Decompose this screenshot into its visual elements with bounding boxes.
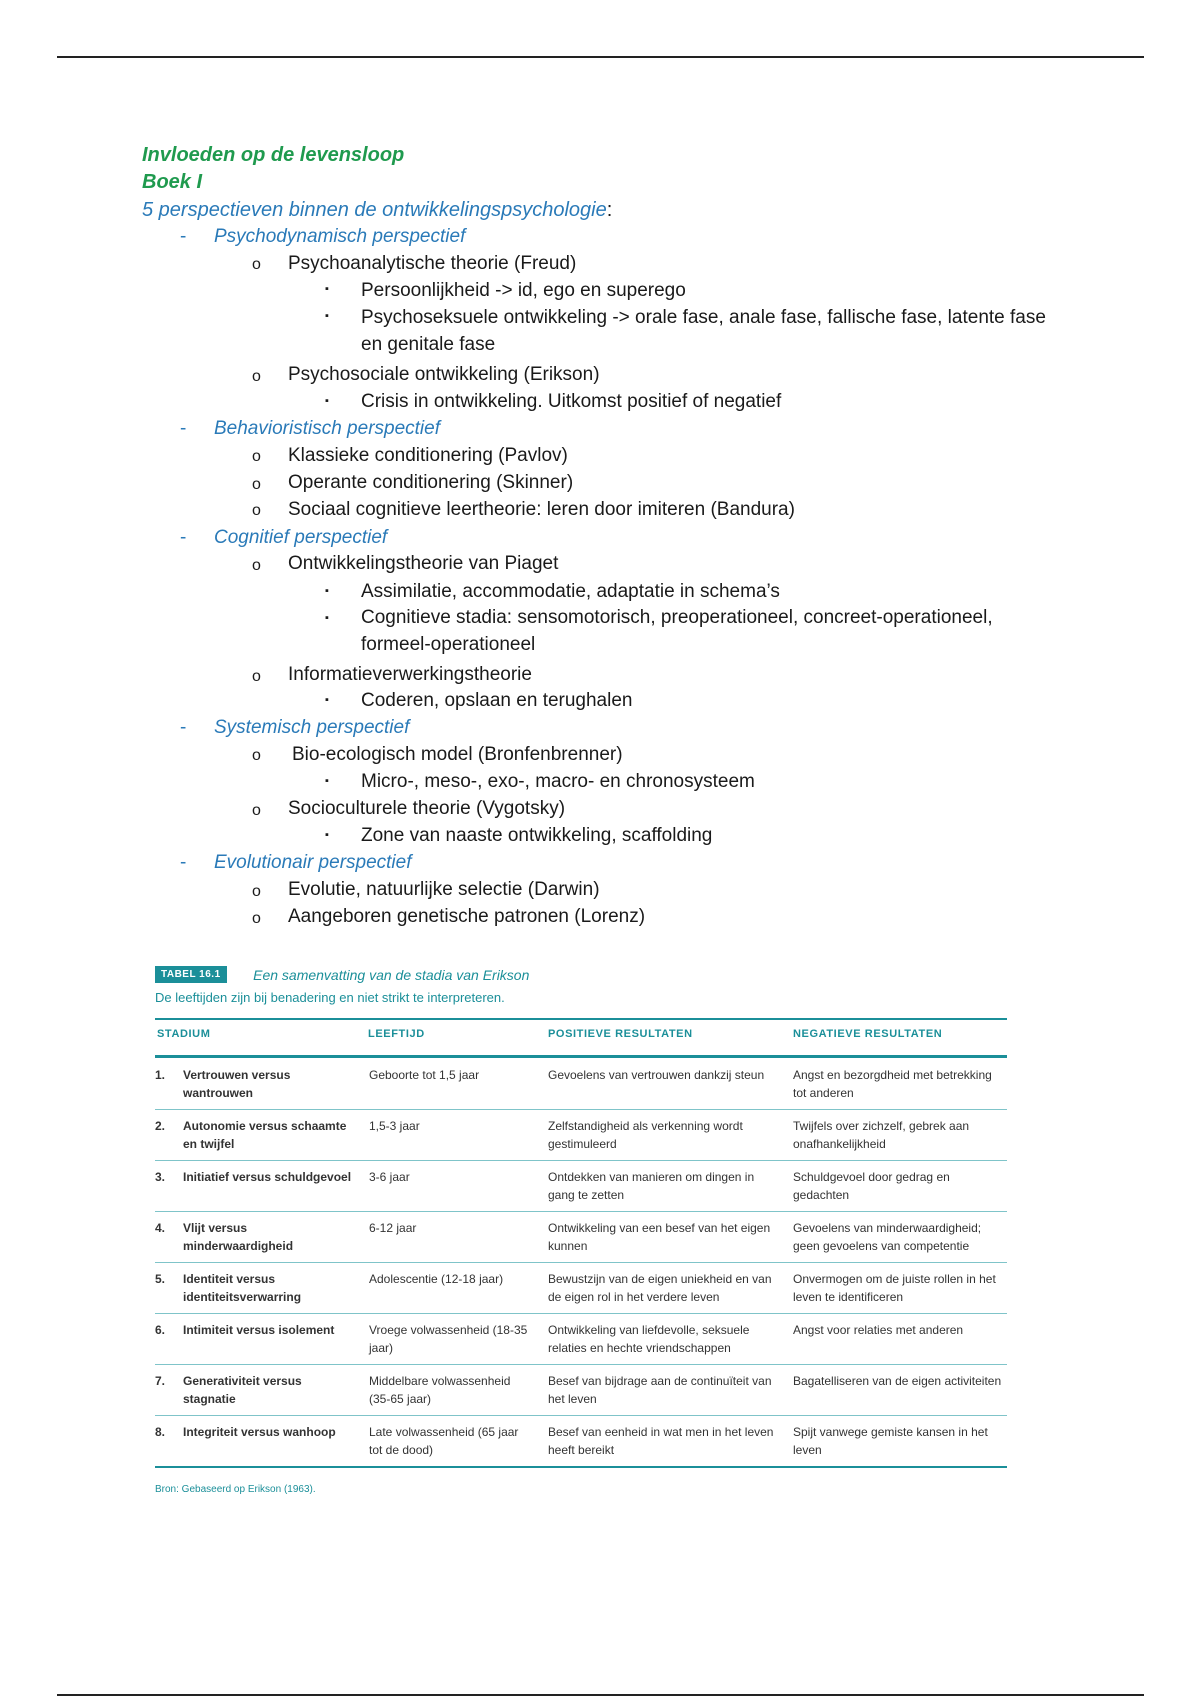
row-age: Adolescentie (12-18 jaar) bbox=[369, 1272, 504, 1286]
row-stadium: Autonomie versus schaamte en twijfel bbox=[183, 1119, 347, 1151]
top-rule bbox=[57, 56, 1144, 58]
table-row bbox=[155, 1160, 1007, 1212]
table-row bbox=[155, 1211, 1007, 1263]
square-bullet: ▪ bbox=[325, 694, 329, 706]
persp-cognitief: Cognitief perspectief bbox=[214, 527, 388, 548]
bottom-rule bbox=[57, 1694, 1144, 1696]
row-stadium: Intimiteit versus isolement bbox=[183, 1323, 335, 1337]
item-crisis: Crisis in ontwikkeling. Uitkomst positief of negatief bbox=[361, 391, 782, 412]
square-bullet: ▪ bbox=[325, 395, 329, 407]
dash-bullet: - bbox=[180, 418, 187, 439]
table-row bbox=[155, 1262, 1007, 1314]
dash-bullet: - bbox=[180, 527, 187, 548]
row-negative: Onvermogen om de juiste rollen in het leven te identificeren bbox=[793, 1272, 996, 1304]
item-bronfenbrenner: Bio-ecologisch model (Bronfenbrenner) bbox=[292, 744, 623, 765]
item-informatieverwerking: Informatieverwerkingstheorie bbox=[288, 664, 532, 685]
row-number: 6. bbox=[155, 1323, 166, 1337]
circle-bullet: o bbox=[252, 910, 261, 927]
row-stadium: Generativiteit versus stagnatie bbox=[183, 1374, 302, 1406]
row-age: Late volwassenheid (65 jaar tot de dood) bbox=[369, 1425, 519, 1457]
row-stadium: Vertrouwen versus wantrouwen bbox=[183, 1068, 291, 1100]
persp-systemisch: Systemisch perspectief bbox=[214, 717, 410, 738]
item-piaget: Ontwikkelingstheorie van Piaget bbox=[288, 553, 559, 574]
table-caption bbox=[155, 966, 529, 984]
table-row bbox=[155, 1364, 1007, 1416]
item-chronosysteem: Micro-, meso-, exo-, macro- en chronosysteem bbox=[361, 771, 755, 792]
circle-bullet: o bbox=[252, 668, 261, 685]
dash-bullet: - bbox=[180, 852, 187, 873]
col-header-negatief: NEGATIEVE RESULTATEN bbox=[793, 1028, 943, 1040]
item-persoonlijkheid: Persoonlijkheid -> id, ego en superego bbox=[361, 280, 686, 301]
row-number: 2. bbox=[155, 1119, 166, 1133]
table-row bbox=[155, 1415, 1007, 1468]
row-age: 3-6 jaar bbox=[369, 1170, 410, 1184]
table-source: Bron: Gebaseerd op Erikson (1963). bbox=[155, 1484, 316, 1495]
col-header-positief: POSITIEVE RESULTATEN bbox=[548, 1028, 693, 1040]
row-number: 7. bbox=[155, 1374, 166, 1388]
square-bullet: ▪ bbox=[325, 585, 329, 597]
item-scaffolding: Zone van naaste ontwikkeling, scaffolding bbox=[361, 825, 713, 846]
row-age: Vroege volwassenheid (18-35 jaar) bbox=[369, 1323, 528, 1355]
item-assimilatie: Assimilatie, accommodatie, adaptatie in schema’s bbox=[361, 581, 780, 602]
item-pavlov: Klassieke conditionering (Pavlov) bbox=[288, 445, 568, 466]
table-title: Een samenvatting van de stadia van Erikson bbox=[253, 966, 530, 983]
row-positive: Gevoelens van vertrouwen dankzij steun bbox=[548, 1068, 765, 1082]
row-positive: Besef van bijdrage aan de continuïteit van het leven bbox=[548, 1374, 772, 1406]
item-darwin: Evolutie, natuurlijke selectie (Darwin) bbox=[288, 879, 600, 900]
table-top-rule bbox=[155, 1018, 1007, 1020]
circle-bullet: o bbox=[252, 476, 261, 493]
square-bullet: ▪ bbox=[325, 775, 329, 787]
table-subtitle: De leeftijden zijn bij benadering en niet strikt te interpreteren. bbox=[155, 990, 505, 1005]
col-header-stadium: STADIUM bbox=[157, 1028, 211, 1040]
item-skinner: Operante conditionering (Skinner) bbox=[288, 472, 574, 493]
row-stadium: Integriteit versus wanhoop bbox=[183, 1425, 336, 1439]
row-number: 4. bbox=[155, 1221, 166, 1235]
item-bandura: Sociaal cognitieve leertheorie: leren door imiteren (Bandura) bbox=[288, 499, 795, 520]
persp-behavioristisch: Behavioristisch perspectief bbox=[214, 418, 440, 439]
dash-bullet: - bbox=[180, 717, 187, 738]
row-negative: Gevoelens van minderwaardigheid; geen gevoelens van competentie bbox=[793, 1221, 982, 1253]
row-age: Middelbare volwassenheid (35-65 jaar) bbox=[369, 1374, 511, 1406]
persp-psychodynamisch: Psychodynamisch perspectief bbox=[214, 226, 466, 247]
intro-colon: : bbox=[606, 199, 613, 221]
row-negative: Schuldgevoel door gedrag en gedachten bbox=[793, 1170, 950, 1202]
item-cognitieve-stadia: Cognitieve stadia: sensomotorisch, preoperationeel, concreet-operationeel, formeel-operationeel bbox=[361, 607, 993, 655]
square-bullet: ▪ bbox=[325, 829, 329, 841]
heading-levensloop: Invloeden op de levensloop bbox=[142, 144, 405, 166]
row-positive: Besef van eenheid in wat men in het leven heeft bereikt bbox=[548, 1425, 774, 1457]
row-number: 8. bbox=[155, 1425, 166, 1439]
row-positive: Bewustzijn van de eigen uniekheid en van de eigen rol in het verdere leven bbox=[548, 1272, 772, 1304]
row-positive: Zelfstandigheid als verkenning wordt gestimuleerd bbox=[548, 1119, 743, 1151]
circle-bullet: o bbox=[252, 883, 261, 900]
intro-text: 5 perspectieven binnen de ontwikkelingspsychologie bbox=[142, 199, 607, 221]
table-row bbox=[155, 1313, 1007, 1365]
row-negative: Angst en bezorgdheid met betrekking tot anderen bbox=[793, 1068, 992, 1100]
row-negative: Twijfels over zichzelf, gebrek aan onafhankelijkheid bbox=[793, 1119, 970, 1151]
row-negative: Angst voor relaties met anderen bbox=[793, 1323, 964, 1337]
table-row bbox=[155, 1109, 1007, 1161]
circle-bullet: o bbox=[252, 502, 261, 519]
table-tag: TABEL 16.1 bbox=[155, 966, 227, 983]
row-positive: Ontwikkeling van liefdevolle, seksuele relaties en hechte vriendschappen bbox=[548, 1323, 750, 1355]
circle-bullet: o bbox=[252, 557, 261, 574]
item-coderen: Coderen, opslaan en terughalen bbox=[361, 690, 633, 711]
square-bullet: ▪ bbox=[325, 310, 329, 322]
intro-line bbox=[142, 199, 612, 222]
circle-bullet: o bbox=[252, 747, 261, 764]
row-stadium: Vlijt versus minderwaardigheid bbox=[183, 1221, 294, 1253]
table-row bbox=[155, 1058, 1007, 1110]
row-number: 1. bbox=[155, 1068, 166, 1082]
row-positive: Ontwikkeling van een besef van het eigen kunnen bbox=[548, 1221, 771, 1253]
row-age: Geboorte tot 1,5 jaar bbox=[369, 1068, 480, 1082]
item-freud: Psychoanalytische theorie (Freud) bbox=[288, 253, 577, 274]
row-age: 1,5-3 jaar bbox=[369, 1119, 420, 1133]
row-stadium: Identiteit versus identiteitsverwarring bbox=[183, 1272, 302, 1304]
col-header-leeftijd: LEEFTIJD bbox=[368, 1028, 425, 1040]
row-age: 6-12 jaar bbox=[369, 1221, 417, 1235]
item-psychoseksueel: Psychoseksuele ontwikkeling -> orale fase, anale fase, fallische fase, latente fase en genitale fase bbox=[361, 307, 1046, 355]
square-bullet: ▪ bbox=[325, 612, 329, 624]
dash-bullet: - bbox=[180, 226, 187, 247]
circle-bullet: o bbox=[252, 802, 261, 819]
row-negative: Bagatelliseren van de eigen activiteiten bbox=[793, 1374, 1002, 1388]
row-number: 5. bbox=[155, 1272, 166, 1286]
circle-bullet: o bbox=[252, 448, 261, 465]
row-positive: Ontdekken van manieren om dingen in gang te zetten bbox=[548, 1170, 755, 1202]
persp-evolutionair: Evolutionair perspectief bbox=[214, 852, 412, 873]
circle-bullet: o bbox=[252, 368, 261, 385]
item-lorenz: Aangeboren genetische patronen (Lorenz) bbox=[288, 906, 646, 927]
row-number: 3. bbox=[155, 1170, 166, 1184]
item-vygotsky: Socioculturele theorie (Vygotsky) bbox=[288, 798, 566, 819]
heading-boek: Boek I bbox=[142, 171, 203, 193]
row-stadium: Initiatief versus schuldgevoel bbox=[183, 1170, 352, 1184]
square-bullet: ▪ bbox=[325, 283, 329, 295]
circle-bullet: o bbox=[252, 256, 261, 273]
item-erikson: Psychosociale ontwikkeling (Erikson) bbox=[288, 364, 600, 385]
row-negative: Spijt vanwege gemiste kansen in het leven bbox=[793, 1425, 988, 1457]
